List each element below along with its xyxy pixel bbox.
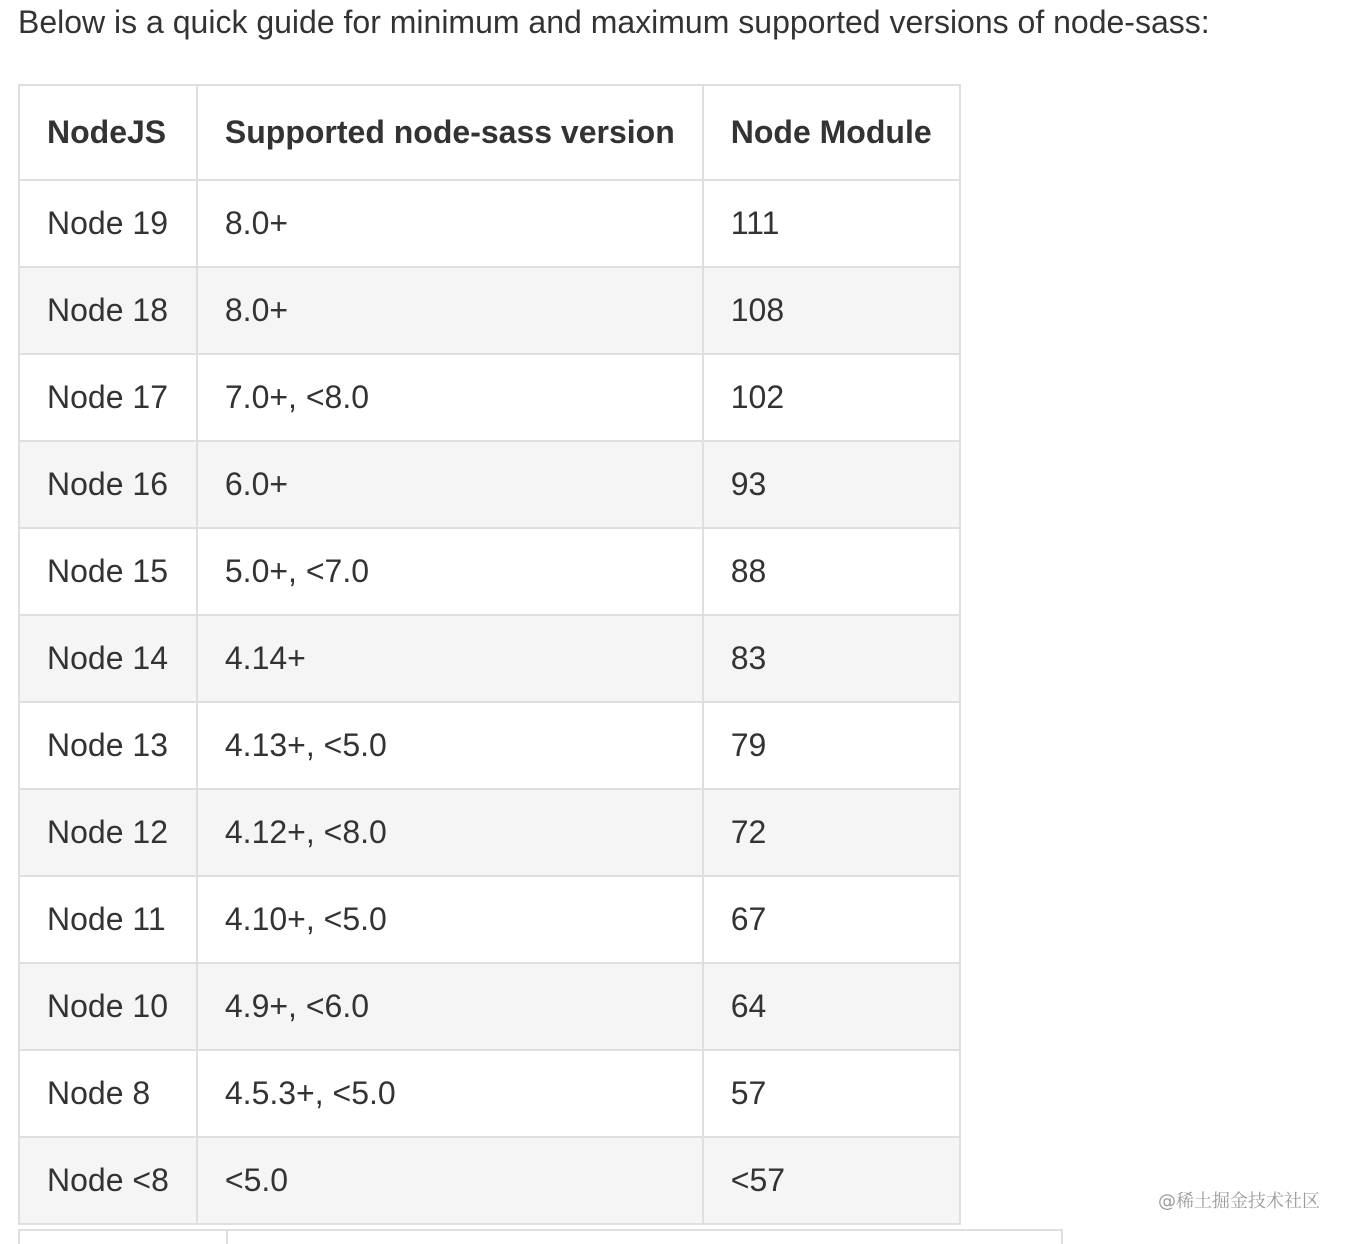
cell-supported-version: 4.9+, <6.0: [197, 963, 703, 1050]
cell-supported-version: 4.13+, <5.0: [197, 702, 703, 789]
cell-supported-version: 4.10+, <5.0: [197, 876, 703, 963]
table-row: [19, 528, 960, 615]
intro-paragraph: Below is a quick guide for minimum and maximum supported versions of node-sass:: [18, 4, 1210, 40]
cell-node-module: 102: [703, 354, 960, 441]
table-row: [19, 876, 960, 963]
cell-supported-version: 8.0+: [197, 267, 703, 354]
cell-nodejs: Node 11: [19, 876, 197, 963]
cell-nodejs: Node 8: [19, 1050, 197, 1137]
table-row: [19, 180, 960, 267]
next-table-left-border: [18, 1231, 20, 1244]
table-row: [19, 1050, 960, 1137]
next-table-right-border: [1061, 1231, 1063, 1244]
header-nodejs: NodeJS: [19, 85, 197, 180]
cell-nodejs: Node 13: [19, 702, 197, 789]
header-node-module: Node Module: [703, 85, 960, 180]
cell-node-module: 88: [703, 528, 960, 615]
header-supported-version: Supported node-sass version: [197, 85, 703, 180]
cell-node-module: 83: [703, 615, 960, 702]
table-row: [19, 267, 960, 354]
table-row: [19, 354, 960, 441]
cell-supported-version: 8.0+: [197, 180, 703, 267]
table-row: [19, 789, 960, 876]
cell-node-module: 108: [703, 267, 960, 354]
cell-nodejs: Node 12: [19, 789, 197, 876]
table-row: [19, 615, 960, 702]
table-row: [19, 963, 960, 1050]
table-row: [19, 1137, 960, 1224]
cell-nodejs: Node 10: [19, 963, 197, 1050]
cell-node-module: 64: [703, 963, 960, 1050]
cell-node-module: 79: [703, 702, 960, 789]
cell-supported-version: 4.14+: [197, 615, 703, 702]
cell-supported-version: 4.5.3+, <5.0: [197, 1050, 703, 1137]
cell-supported-version: 5.0+, <7.0: [197, 528, 703, 615]
cell-nodejs: Node <8: [19, 1137, 197, 1224]
cell-supported-version: 7.0+, <8.0: [197, 354, 703, 441]
node-sass-version-table: [18, 84, 961, 1225]
cell-nodejs: Node 15: [19, 528, 197, 615]
cell-node-module: 93: [703, 441, 960, 528]
cell-supported-version: 4.12+, <8.0: [197, 789, 703, 876]
cell-node-module: 67: [703, 876, 960, 963]
next-table-column-divider: [226, 1231, 228, 1244]
cell-node-module: 57: [703, 1050, 960, 1137]
watermark: @稀土掘金技术社区: [1158, 1191, 1320, 1212]
table-header-row: [19, 85, 960, 180]
cell-node-module: <57: [703, 1137, 960, 1224]
table-row: [19, 702, 960, 789]
cell-nodejs: Node 16: [19, 441, 197, 528]
cell-nodejs: Node 17: [19, 354, 197, 441]
cell-nodejs: Node 19: [19, 180, 197, 267]
cell-supported-version: 6.0+: [197, 441, 703, 528]
cell-nodejs: Node 18: [19, 267, 197, 354]
cell-nodejs: Node 14: [19, 615, 197, 702]
cell-supported-version: <5.0: [197, 1137, 703, 1224]
table-row: [19, 441, 960, 528]
cell-node-module: 111: [703, 180, 960, 267]
cell-node-module: 72: [703, 789, 960, 876]
